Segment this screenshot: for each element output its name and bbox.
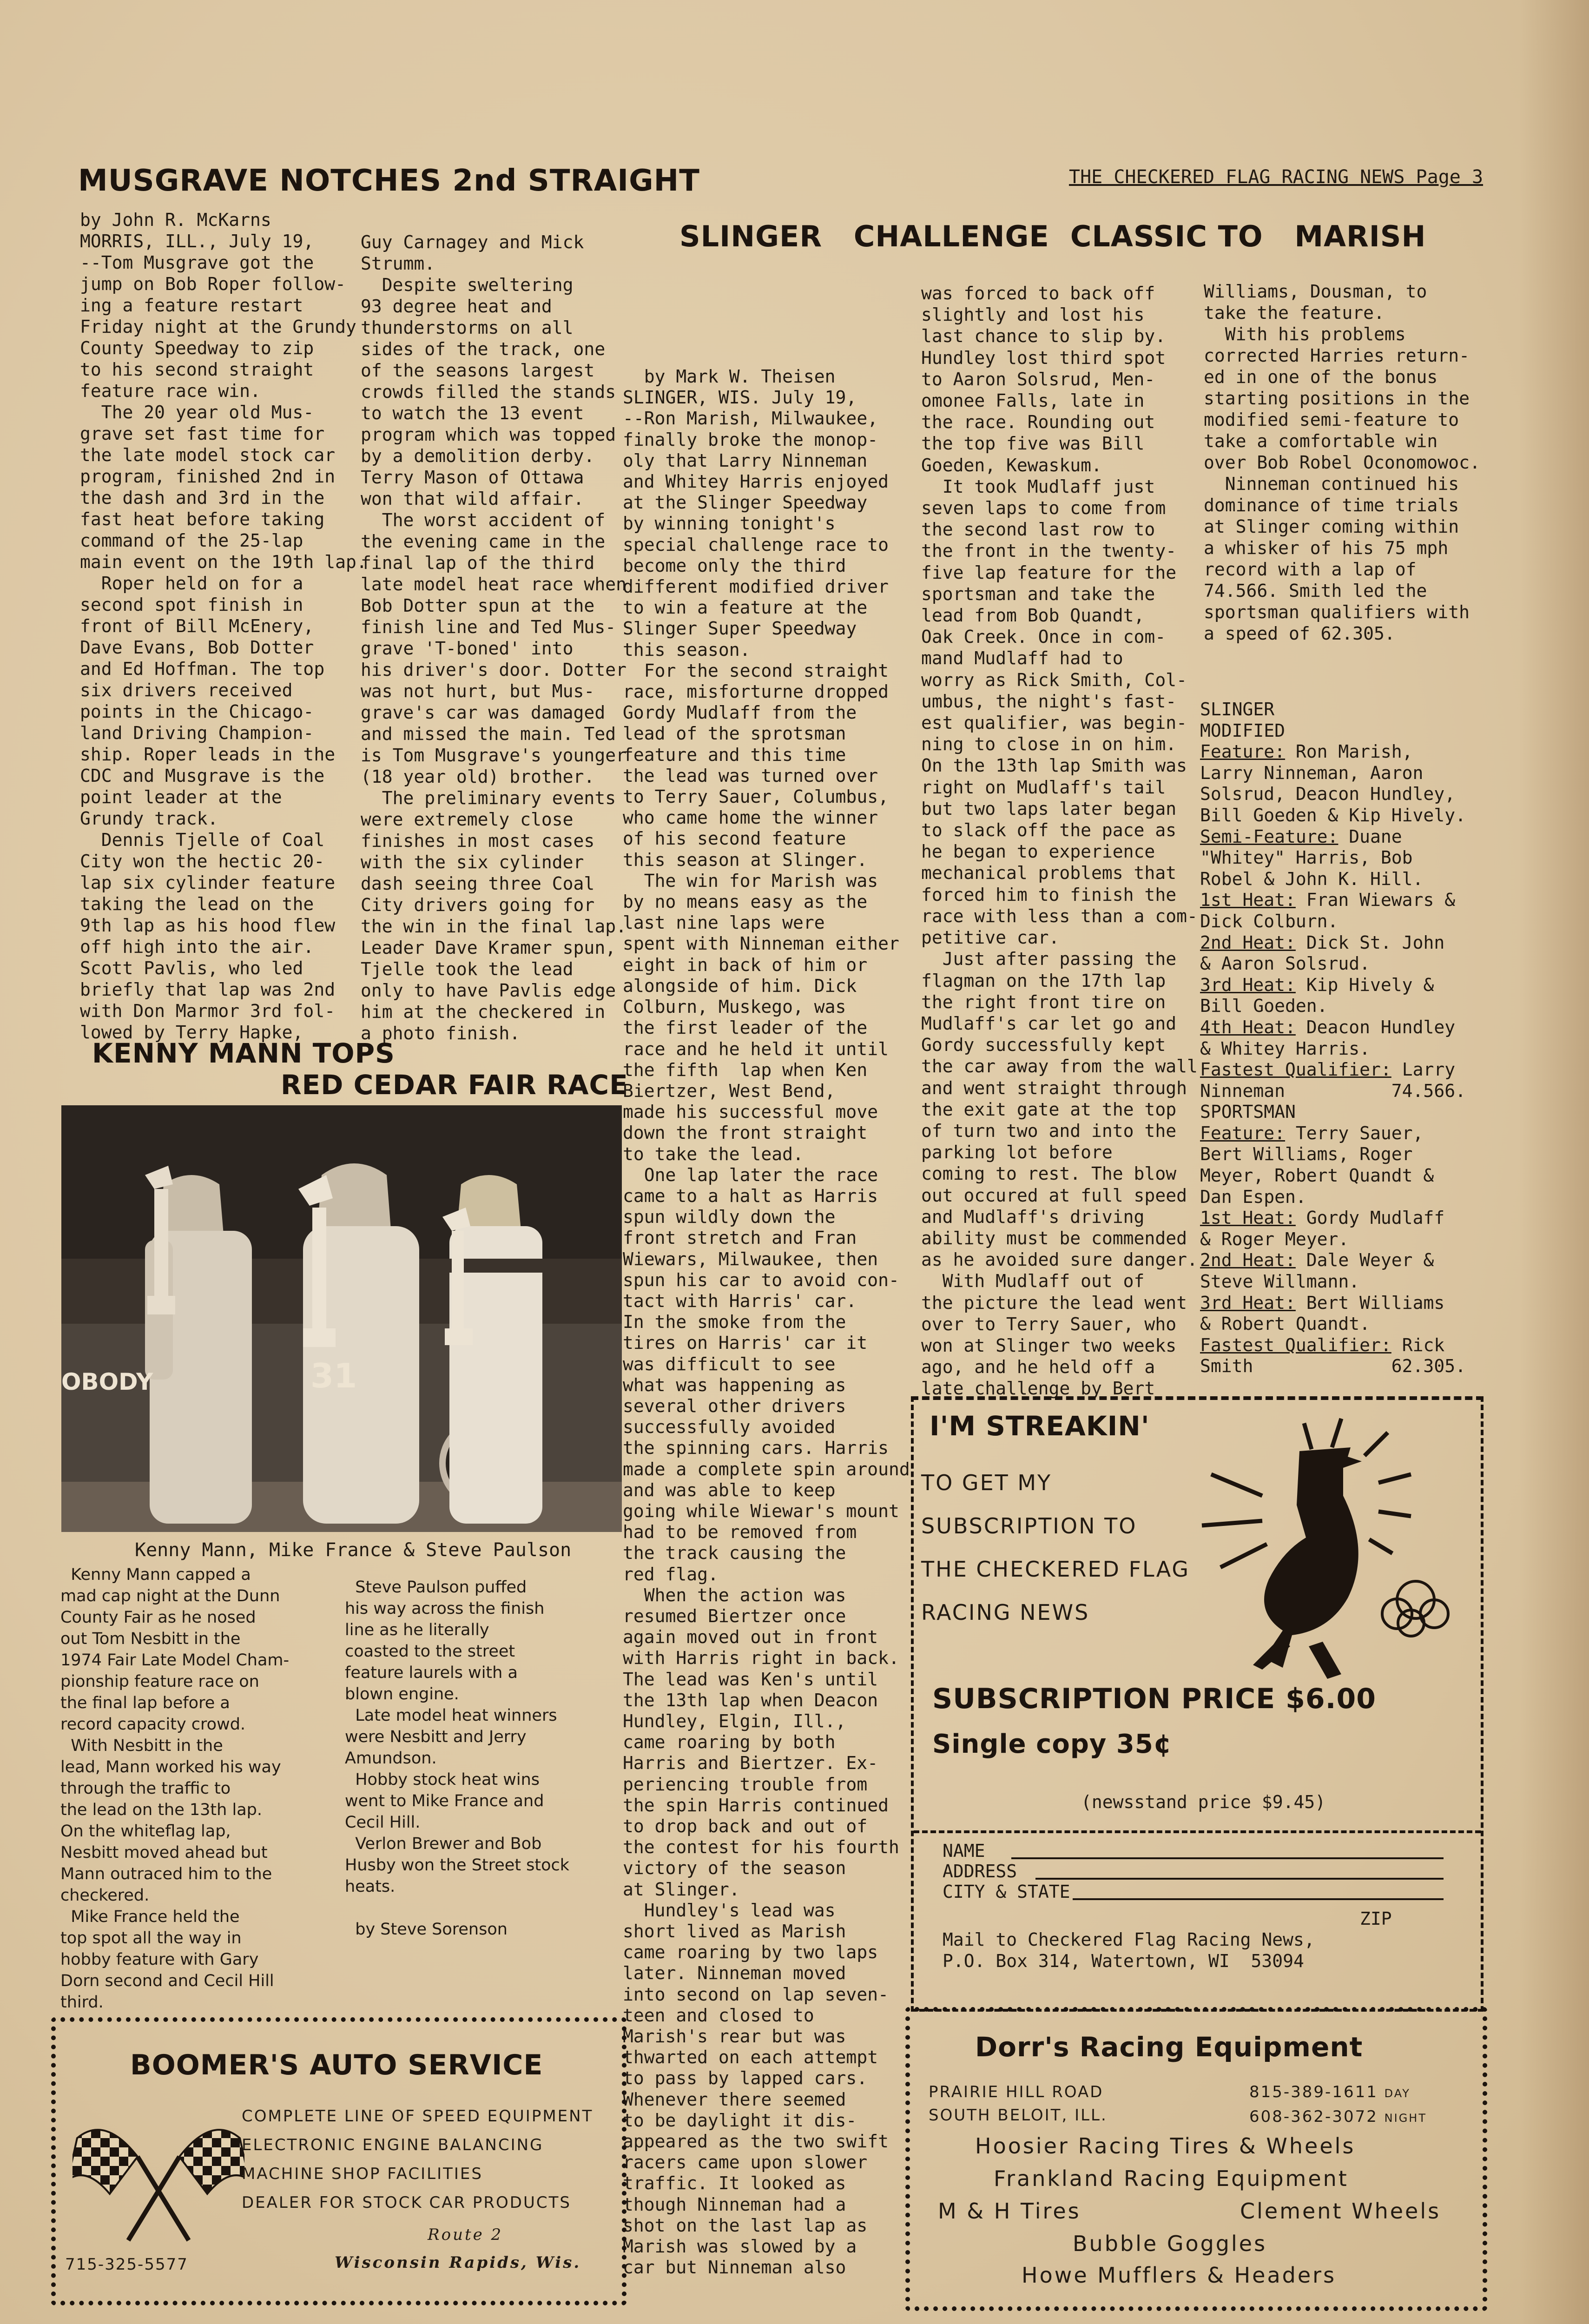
result-text: Dan Espen. (1200, 1186, 1306, 1207)
article-slinger-col2: was forced to back off slightly and lost his last chance to slip by. Hundley lost third spot to Aaron Solsrud, Men- omonee Falls, late in the race. Rounding out the top five was Bill Goeden, Kewaskum. It took Mudlaff just seven laps to come from the second last row to the front in the twenty- five lap feature for the sportsman and take the lead from Bob Quandt, Oak Creek. Once in com- mand Mudlaff had to worry as Rick Smith, Col- umbus, the night's fast- est qualifier, was begin- ning to close in on him. On the 13th lap Smith was right on Mudlaff's tail but two laps later began to slack off the pace as he began to experience mechanical problems that forced him to finish the race with less than a com- petitive car. Just after passing the flagman on the 17th lap the right front tire on Mudlaff's car let go and Gordy successfully kept the car away from the wall and went straight through the exit gate at the top of turn two and into the parking lot before coming to rest. The blow out occured at full speed and Mudlaff's driving ability must be commended as he avoided sure danger. With Mudlaff out of the picture the lead went over to Terry Sauer, who won at Slinger two weeks ago, and he held off a late challenge by Bert (921, 283, 1198, 1399)
result-label: 2nd Heat: (1200, 1250, 1296, 1271)
result-text: Bill Goeden & Kip Hively. (1200, 805, 1466, 825)
result-line (1200, 699, 1466, 720)
photo-car-lettering: OBODY (61, 1368, 153, 1395)
photo-illustration (61, 1105, 622, 1532)
result-line (1200, 1356, 1466, 1377)
result-text: Terry Sauer, (1285, 1122, 1424, 1143)
result-line (1200, 869, 1466, 890)
result-text: Meyer, Robert Quandt & (1200, 1165, 1434, 1186)
result-text: MODIFIED (1200, 720, 1286, 741)
result-label: 3rd Heat: (1200, 974, 1296, 995)
result-line (1200, 784, 1466, 805)
result-text: Gordy Mudlaff (1295, 1208, 1445, 1228)
result-line (1200, 805, 1466, 826)
result-line (1200, 1059, 1466, 1081)
boomers-route: Route 2 (428, 2225, 503, 2244)
result-label: Fastest Qualifier: (1200, 1334, 1391, 1355)
dorrs-phone-day-label: DAY (1384, 2087, 1411, 2100)
result-line (1200, 1314, 1466, 1335)
boomers-service-line: MACHINE SHOP FACILITIES (242, 2165, 483, 2183)
result-text: & Aaron Solsrud. (1200, 953, 1371, 974)
result-line (1200, 911, 1466, 932)
result-line (1200, 1081, 1466, 1102)
result-line (1200, 1017, 1466, 1038)
form-address-line (1035, 1878, 1444, 1880)
result-line (1200, 932, 1466, 954)
dorrs-address-line1: PRAIRIE HILL ROAD (929, 2083, 1104, 2101)
result-label: Semi-Feature: (1200, 826, 1338, 847)
result-line (1200, 741, 1466, 763)
dorrs-line1: Hoosier Racing Tires & Wheels (975, 2133, 1356, 2159)
photo-car-number: 31 (310, 1356, 357, 1395)
subscription-line: RACING NEWS (921, 1600, 1090, 1625)
checkered-flags-icon (73, 2110, 244, 2250)
form-address-label: ADDRESS (943, 1861, 1017, 1882)
dorrs-title: Dorr's Racing Equipment (975, 2031, 1363, 2063)
result-text: Larry Ninneman, Aaron (1200, 762, 1424, 783)
streaking-bird-icon (1193, 1405, 1453, 1702)
article-kenny-col1: Kenny Mann capped a mad cap night at the Dunn County Fair as he nosed out Tom Nesbitt in the 1974 Fair Late Model Cham- pionship feature race on the final lap before a record capacity crowd. With Nesbitt in the lead, Mann worked his way through the traffic to the lead on the 13th lap. On the whiteflag lap, Nesbitt moved ahead but Mann outraced him to the checkered. Mike France held the top spot all the way in hobby feature with Gary Dorn second and Cecil Hill third. (60, 1565, 290, 2012)
form-divider (914, 1830, 1481, 1833)
form-city-label: CITY & STATE (943, 1882, 1070, 1902)
subscription-line: SUBSCRIPTION TO (921, 1513, 1137, 1538)
result-text: Bert Williams, Roger (1200, 1144, 1413, 1165)
result-text: SLINGER (1200, 699, 1275, 720)
dorrs-line4: Bubble Goggles (1073, 2231, 1267, 2256)
result-text: Rick (1391, 1334, 1445, 1355)
dorrs-phones (1249, 2080, 1427, 2130)
headline-kenny-line1: KENNY MANN TOPS (92, 1037, 395, 1069)
mail-to-line2: P.O. Box 314, Watertown, WI 53094 (943, 1951, 1304, 1971)
headline-slinger: SLINGER CHALLENGE CLASSIC TO MARISH (679, 219, 1426, 253)
article-slinger-col1: by Mark W. Theisen SLINGER, WIS. July 19, --Ron Marish, Milwaukee, finally broke the monop- oly that Larry Ninneman and Whitey Harris enjoyed at the Slinger Speedway by winning tonight's special challenge race to become only the third different modified driver to win a feature at the Slinger Super Speedway this season. For the second straight race, misforturne dropped Gordy Mudlaff from the lead of the sprotsman feature and this time the lead was turned over to Terry Sauer, Columbus, who came home the winner of his second feature this season at Slinger. The win for Marish was by no means easy as the last nine laps were spent with Ninneman either eight in back of him or alongside of him. Dick Colburn, Muskego, was the first leader of the race and he held it until the fifth lap when Ken Biertzer, West Bend, made his successful move down the front straight to take the lead. One lap later the race came to a halt as Harris spun wildly down the front stretch and Fran Wiewars, Milwaukee, then spun his car to avoid con- tact with Harris' car. In the smoke from the tires on Harris' car it was difficult to see what was happening as several other drivers successfully avoided the spinning cars. Harris made a complete spin around and was able to keep going while Wiewar's mount had to be removed from the track causing the red flag. When the action was resumed Biertzer once again moved out in front with Harris right in back. The lead was Ken's until the 13th lap when Deacon Hundley, Elgin, Ill., came roaring by both Harris and Biertzer. Ex- periencing trouble from the spin Harris continued to drop back and out of the contest for his fourth victory of the season at Slinger. Hundley's lead was short lived as Marish came roaring by two laps later. Ninneman moved into second on lap seven- teen and closed to Marish's rear but was thwarted on each attempt to pass by lapped cars. Whenever there seemed to be daylight it dis- appeared as the two swift racers came upon slower traffic. It looked as though Ninneman had a shot on the last lap as Marish was slowed by a car but Ninneman also (623, 366, 910, 2278)
result-text: & Roger Meyer. (1200, 1228, 1349, 1249)
result-line (1200, 1250, 1466, 1271)
dorrs-line5: Howe Mufflers & Headers (1022, 2263, 1337, 2288)
single-copy-price: Single copy 35¢ (932, 1729, 1172, 1759)
result-line (1200, 1293, 1466, 1314)
subscription-box (911, 1396, 1484, 2012)
result-line (1200, 1123, 1466, 1144)
form-name-label: NAME (943, 1841, 985, 1861)
result-text: Steve Willmann. (1200, 1271, 1360, 1292)
result-text: Larry (1391, 1059, 1456, 1080)
result-label: 3rd Heat: (1200, 1292, 1296, 1313)
subscription-lines (921, 1461, 1190, 1634)
page-edge-shading (1519, 0, 1589, 2324)
dorrs-phone-night: 608-362-3072 (1249, 2107, 1378, 2126)
form-zip-label: ZIP (1360, 1908, 1392, 1929)
result-text: Smith 62.305. (1200, 1356, 1466, 1377)
result-label: Feature: (1200, 741, 1286, 762)
result-text: Ninneman 74.566. (1200, 1080, 1466, 1101)
result-label: Feature: (1200, 1122, 1286, 1143)
result-line (1200, 1335, 1466, 1356)
result-line (1200, 1038, 1466, 1060)
result-line (1200, 975, 1466, 996)
dorrs-phone-day: 815-389-1611 (1249, 2083, 1378, 2101)
result-label: 4th Heat: (1200, 1017, 1296, 1037)
result-label: Fastest Qualifier: (1200, 1059, 1391, 1080)
results-list (1200, 699, 1466, 1377)
article-slinger-col3: Williams, Dousman, to take the feature. With his problems corrected Harries return- ed in one of the bonus starting positions in the modified semi-feature to take a comfortable win over Bob Robel Oconomowoc. Ninneman continued his dominance of time trials at Slinger coming within a whisker of his 75 mph record with a lap of 74.566. Smith led the sportsman qualifiers with a speed of 62.305. (1204, 281, 1480, 644)
result-text: Dick Colburn. (1200, 911, 1338, 931)
boomers-services (242, 2102, 593, 2217)
dorrs-line2: Frankland Racing Equipment (994, 2166, 1349, 2191)
dorrs-line3b: Clement Wheels (1240, 2199, 1441, 2224)
dorrs-phone-night-label: NIGHT (1384, 2112, 1427, 2125)
subscription-line: THE CHECKERED FLAG (921, 1557, 1190, 1582)
result-line (1200, 996, 1466, 1017)
result-text: & Robert Quandt. (1200, 1314, 1371, 1334)
result-text: Dick St. John (1295, 932, 1445, 953)
result-line (1200, 953, 1466, 975)
headline-kenny-line2: RED CEDAR FAIR RACE (281, 1069, 628, 1101)
result-text: Fran Wiewars & (1295, 890, 1456, 911)
result-text: "Whitey" Harris, Bob (1200, 847, 1413, 868)
result-line (1200, 1271, 1466, 1293)
form-name-line (1011, 1857, 1444, 1859)
result-label: 1st Heat: (1200, 1208, 1296, 1228)
result-line (1200, 890, 1466, 911)
result-text: Solsrud, Deacon Hundley, (1200, 784, 1456, 805)
subscription-price: SUBSCRIPTION PRICE $6.00 (932, 1683, 1376, 1715)
dorrs-racing-ad (905, 2007, 1487, 2311)
headline-musgrave: MUSGRAVE NOTCHES 2nd STRAIGHT (78, 164, 700, 198)
result-text: Bert Williams (1295, 1292, 1445, 1313)
race-winners-photo (61, 1105, 622, 1532)
result-line (1200, 1187, 1466, 1208)
slinger-results (1200, 699, 1466, 1377)
result-line (1200, 763, 1466, 784)
result-line (1200, 1208, 1466, 1229)
result-text: Kip Hively & (1295, 974, 1434, 995)
form-city-line (1073, 1898, 1444, 1900)
dorrs-address (929, 2080, 1108, 2127)
result-label: 1st Heat: (1200, 890, 1296, 911)
article-musgrave-col1: by John R. McKarns MORRIS, ILL., July 19, --Tom Musgrave got the jump on Bob Roper follow- ing a feature restart Friday night at the Grundy County Speedway to zip to his second straight feature race win. The 20 year old Mus- grave set fast time for the late model stock car program, finished 2nd in the dash and 3rd in the fast heat before taking command of the 25-lap main event on the 19th lap. Roper held on for a second spot finish in front of Bill McEnery, Dave Evans, Bob Dotter and Ed Hoffman. The top six drivers received points in the Chicago- land Driving Champion- ship. Roper leads in the CDC and Musgrave is the point leader at the Grundy track. Dennis Tjelle of Coal City won the hectic 20- lap six cylinder feature taking the lead on the 9th lap as his hood flew off high into the air. Scott Pavlis, who led briefly that lap was 2nd with Don Marmor 3rd fol- lowed by Terry Hapke, (80, 210, 367, 1043)
boomers-service-line: ELECTRONIC ENGINE BALANCING (242, 2136, 544, 2154)
subscription-line: TO GET MY (921, 1470, 1052, 1495)
article-kenny-col2: Steve Paulson puffed his way across the finish line as he literally coasted to the street feature laurels with a blown engine. Late model heat winners were Nesbitt and Jerry Amundson. Hobby stock heat wins went to Mike France and Cecil Hill. Verlon Brewer and Bob Husby won the Street stock heats. by Steve Sorenson (345, 1578, 570, 1939)
result-line (1200, 826, 1466, 848)
dorrs-address-line2: SOUTH BELOIT, ILL. (929, 2106, 1108, 2125)
result-line (1200, 847, 1466, 869)
result-text: Bill Goeden. (1200, 996, 1328, 1017)
boomers-service-line: DEALER FOR STOCK CAR PRODUCTS (242, 2193, 571, 2212)
result-text: SPORTSMAN (1200, 1102, 1296, 1122)
page-folio: THE CHECKERED FLAG RACING NEWS Page 3 (1069, 166, 1484, 188)
dorrs-line3a: M & H Tires (938, 2199, 1081, 2224)
subscription-title: I'M STREAKIN' (930, 1410, 1150, 1442)
result-text: Ron Marish, (1285, 741, 1413, 762)
boomers-city: Wisconsin Rapids, Wis. (335, 2253, 581, 2272)
result-text: & Whitey Harris. (1200, 1038, 1371, 1059)
result-label: 2nd Heat: (1200, 932, 1296, 953)
result-line (1200, 720, 1466, 742)
result-text: Deacon Hundley (1295, 1017, 1456, 1037)
boomers-service-line: COMPLETE LINE OF SPEED EQUIPMENT (242, 2107, 593, 2126)
result-line (1200, 1144, 1466, 1165)
result-line (1200, 1229, 1466, 1250)
boomers-auto-ad (51, 2017, 626, 2305)
result-text: Robel & John K. Hill. (1200, 868, 1424, 889)
boomers-title: BOOMER'S AUTO SERVICE (130, 2049, 543, 2081)
newsstand-price: (newsstand price $9.45) (1081, 1792, 1326, 1812)
article-musgrave-col2: Guy Carnagey and Mick Strumm. Despite sweltering 93 degree heat and thunderstorms on all sides of the track, one of the seasons largest crowds filled the stands to watch the 13 event program which was topped by a demolition derby. Terry Mason of Ottawa won that wild affair. The worst accident of the evening came in the final lap of the third late model heat race when Bob Dotter spun at the finish line and Ted Mus- grave 'T-boned' into his driver's door. Dotter was not hurt, but Mus- grave's car was damaged and missed the main. Ted is Tom Musgrave's younger (18 year old) brother. The preliminary events were extremely close finishes in most cases with the six cylinder dash seeing three Coal City drivers going for the win in the final lap. Leader Dave Kramer spun, Tjelle took the lead only to have Pavlis edge him at the checkered in a photo finish. (361, 232, 626, 1043)
boomers-phone: 715-325-5577 (65, 2255, 188, 2274)
mail-to-line1: Mail to Checkered Flag Racing News, (943, 1929, 1315, 1950)
photo-caption: Kenny Mann, Mike France & Steve Paulson (135, 1539, 572, 1561)
result-text: Dale Weyer & (1295, 1250, 1434, 1271)
result-line (1200, 1102, 1466, 1123)
result-text: Duane (1338, 826, 1402, 847)
result-line (1200, 1165, 1466, 1187)
